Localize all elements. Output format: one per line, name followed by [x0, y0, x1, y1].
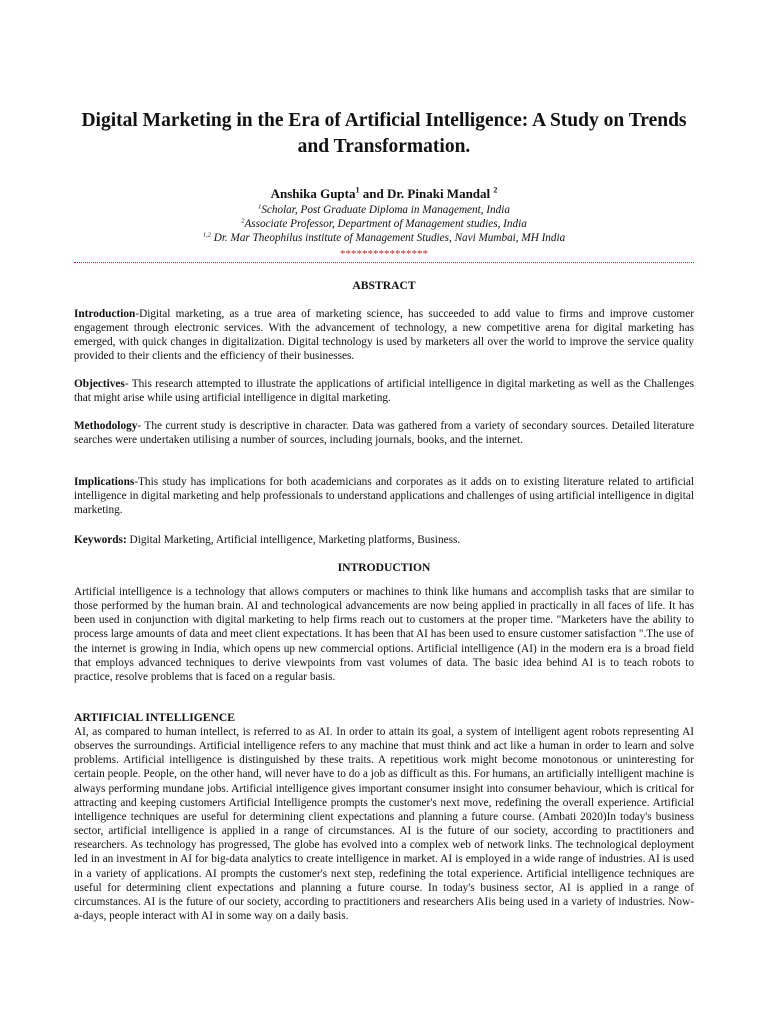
- ai-section-paragraph: AI, as compared to human intellect, is referred to as AI. In order to attain its goal, a system of intelligent agent robots representing AI observes the surroundings. Artificial intelligence refers to any machine that must think and act like a human in order to learn and solve problems. Artificial intelligence is distinguished by these traits. A repetitious work might become monotonous or uninteresting for certain people. People, on the other hand, will never have to do a job as difficult as this. For humans, an artificially intelligent machine is always performing mundane jobs. Artificial intelligence gives important consumer insight into consumer behaviour, which is critical for attracting and keeping customers Artificial Intelligence prompts the customer's next move, redefining the overall experience. Artificial intelligence techniques are useful for determining client expectations and planning a future course. (Ambati 2020)In today's business sector, artificial intelligence is applied in a range of circumstances. AI is the future of our society, according to practitioners and researchers. As technology has progressed, The globe has evolved into a complex web of network links. The technological deployment led in an investment in AI for big-data analytics to create intelligence in market. AI is employed in a wide range of industries. AI is used in a variety of applications. AI prompts the customer's next step, redefining the total experience. Artificial intelligence techniques are useful for determining client expectations and planning a future course. In today's business sector, AI is applied in a range of circumstances. AI is the future of our society, according to practitioners and researchers AIis being used in a variety of industries. Now-a-days, people interact with AI in some way on a daily basis.: [74, 726, 694, 923]
- keywords-label: Keywords:: [74, 534, 127, 546]
- methodology-text: - The current study is descriptive in character. Data was gathered from a variety of secondary sources. Detailed literature searches were undertaken utilising a number of sources, including journals, books, and the internet.: [74, 420, 694, 447]
- affiliation-3-superscript: 1,2: [202, 231, 211, 239]
- objectives-text: - This research attempted to illustrate the applications of artificial intelligence in digital marketing as well as the Challenges that might arise while using artificial intelligence in digital marketing.: [74, 378, 694, 405]
- implications-text: -This study has implications for both academicians and corporates as it adds on to existing literature related to artificial intelligence in digital marketing and help professionals to understand applications and challenges of using artificial intelligence in digital marketing.: [74, 476, 694, 517]
- separator-stars: ****************: [340, 248, 428, 260]
- affiliations: [74, 203, 694, 246]
- affiliation-3-text: Dr. Mar Theophilus institute of Management Studies, Navi Mumbai, MH India: [210, 232, 566, 245]
- affiliation-2-superscript: 2: [241, 217, 245, 225]
- affiliation-3: [74, 231, 694, 245]
- introduction-text: -Digital marketing, as a true area of marketing science, has succeeded to add value to firms and improve customer engagement through electronic services. With the advancement of technology, a new competitive arena for digital marketing has emerged, with quick changes in digitalization. Digital technology is used by marketers all over the world to improve the service quality provided to their clients and the efficiency of their businesses.: [74, 308, 694, 363]
- introduction-paragraph: Artificial intelligence is a technology that allows computers or machines to think like humans and accomplish tasks that are similar to those performed by the human brain. AI and technological advancements are now being applied in practically in all faces of life. It has been used in conjunction with digital marketing to help firms reach out to customers at the proper time. "Marketers have the ability to process large amounts of data and meet client expectations. It has been that AI has been used to ensure customer satisfaction ".The use of the internet is growing in India, which opens up new commercial options. Artificial intelligence (AI) in the modern era is a broad field that employs advanced techniques to derive viewpoints from vast volumes of data. The basic idea behind AI is to teach robots to practice, resolve problems that is faced on a regular basis.: [74, 586, 694, 683]
- author-1: Anshika Gupta: [270, 186, 356, 201]
- dotted-divider: [74, 262, 694, 263]
- objectives-label: Objectives: [74, 378, 125, 390]
- abstract-methodology: [74, 419, 694, 447]
- affiliation-1-superscript: 1: [258, 203, 262, 211]
- methodology-label: Methodology: [74, 420, 138, 432]
- keywords-text: Digital Marketing, Artificial intelligence, Marketing platforms, Business.: [126, 534, 461, 546]
- introduction-heading: INTRODUCTION: [337, 561, 431, 574]
- author-1-superscript: 1: [355, 185, 360, 195]
- paper-title: Digital Marketing in the Era of Artificial Intelligence: A Study on Trends and Transformation.: [81, 110, 687, 157]
- abstract-implications: [74, 475, 694, 517]
- author-2-superscript: 2: [493, 185, 498, 195]
- author-2: and Dr. Pinaki Mandal: [359, 186, 494, 201]
- abstract-objectives: [74, 377, 694, 405]
- affiliation-2-text: Associate Professor, Department of Management studies, India: [244, 218, 527, 231]
- abstract-keywords: [74, 533, 694, 547]
- affiliation-1: [74, 203, 694, 217]
- abstract-heading: ABSTRACT: [352, 279, 416, 292]
- introduction-label: Introduction: [74, 308, 136, 320]
- abstract-introduction: [74, 307, 694, 364]
- implications-label: Implications: [74, 476, 135, 488]
- affiliation-1-text: Scholar, Post Graduate Diploma in Management, India: [261, 204, 510, 216]
- ai-section-heading: ARTIFICIAL INTELLIGENCE: [74, 711, 235, 724]
- author-line: [74, 186, 694, 202]
- affiliation-2: [74, 217, 694, 231]
